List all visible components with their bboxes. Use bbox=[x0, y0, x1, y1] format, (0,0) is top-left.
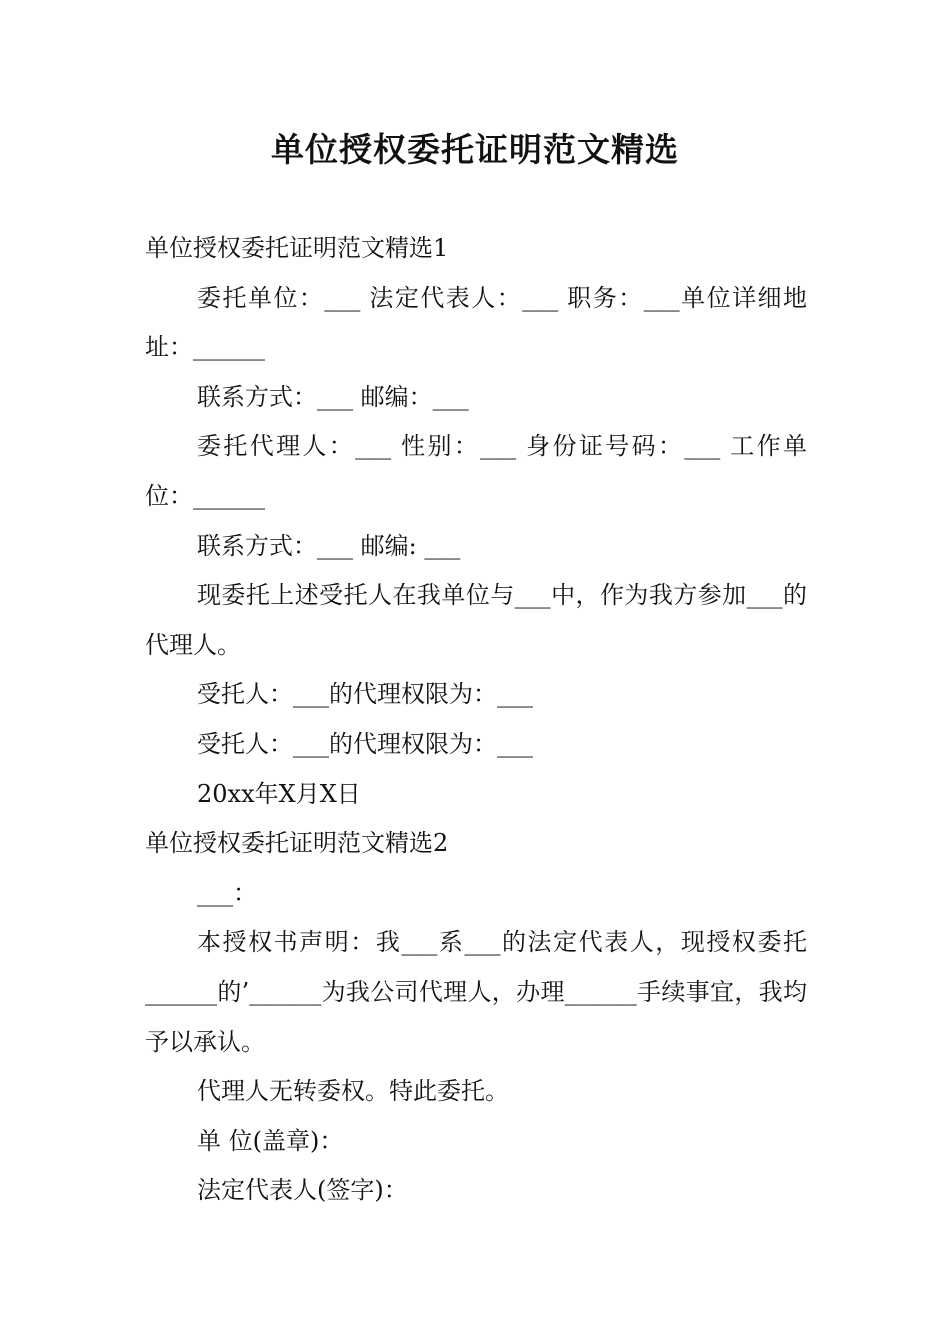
paragraph-principal-info: 委托单位：___ 法定代表人：___ 职务：___单位详细地址：______ bbox=[145, 283, 807, 362]
document-body bbox=[145, 224, 807, 1216]
paragraph-date: 20xx年X月X日 bbox=[197, 779, 361, 808]
paragraph-salutation: ___： bbox=[197, 878, 257, 907]
paragraph-authority-1: 受托人：___的代理权限为：___ bbox=[197, 680, 533, 709]
paragraph-entrustment: 现委托上述受托人在我单位与___中，作为我方参加___的代理人。 bbox=[145, 581, 807, 659]
section-heading-2: 单位授权委托证明范文精选2 bbox=[145, 829, 449, 858]
paragraph-agent-contact: 联系方式：___ 邮编: ___ bbox=[197, 531, 461, 560]
paragraph-authority-2: 受托人：___的代理权限为：___ bbox=[197, 729, 533, 758]
paragraph-declaration: 本授权书声明：我___系___的法定代表人，现授权委托______的’______为我公司代理人，办理______手续事宜，我均予以承认。 bbox=[145, 928, 807, 1056]
document-title: 单位授权委托证明范文精选 bbox=[271, 130, 679, 169]
paragraph-agent-info: 委托代理人：___ 性别：___ 身份证号码：___ 工作单位：______ bbox=[145, 432, 807, 510]
paragraph-no-subdelegation: 代理人无转委权。特此委托。 bbox=[197, 1077, 509, 1106]
section-heading-1: 单位授权委托证明范文精选1 bbox=[145, 234, 449, 262]
paragraph-legal-rep-signature: 法定代表人(签字)： bbox=[197, 1176, 408, 1205]
paragraph-principal-contact: 联系方式：___ 邮编：___ bbox=[197, 382, 469, 411]
paragraph-unit-seal: 单 位(盖章)： bbox=[197, 1126, 344, 1155]
